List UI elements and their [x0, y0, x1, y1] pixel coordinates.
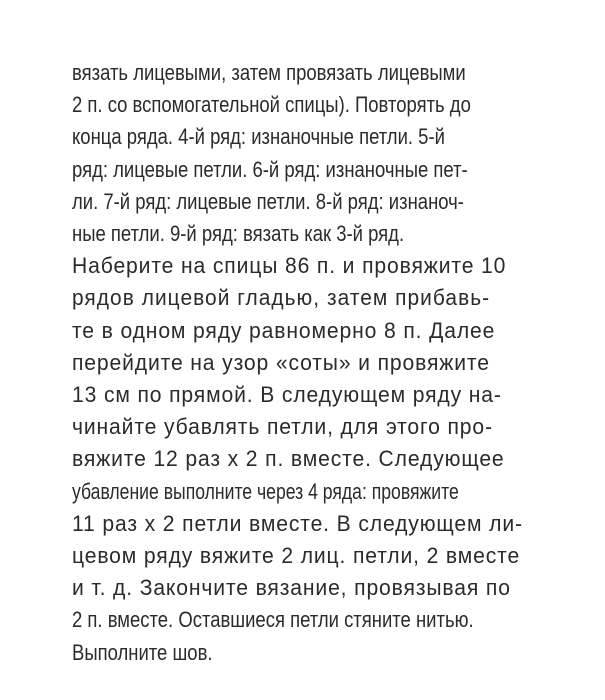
text-line: Наберите на спицы 86 п. и провяжите 10: [72, 253, 507, 279]
text-line: 2 п. со вспомогательной спицы). Повторять до: [72, 92, 471, 118]
body-text: [72, 57, 552, 669]
text-line: ли. 7-й ряд: лицевые петли. 8-й ряд: изнаноч-: [72, 188, 464, 214]
text-line: ные петли. 9-й ряд: вязать как 3-й ряд.: [72, 221, 405, 247]
text-line: вяжите 12 раз x 2 п. вместе. Следующее: [72, 446, 505, 472]
text-line: ряд: лицевые петли. 6-й ряд: изнаночные пет-: [72, 156, 468, 182]
text-line: чинайте убавлять петли, для этого про-: [72, 414, 493, 440]
text-line: 13 см по прямой. В следующем ряду на-: [72, 382, 502, 408]
text-line: конца ряда. 4-й ряд: изнаночные петли. 5-й: [72, 124, 445, 150]
text-line: рядов лицевой гладью, затем прибавь-: [72, 285, 491, 311]
text-line: перейдите на узор «соты» и провяжите: [72, 349, 490, 375]
text-line: те в одном ряду равномерно 8 п. Далее: [72, 317, 496, 343]
text-line: 11 раз x 2 петли вместе. В следующем ли-: [72, 510, 523, 536]
text-line: 2 п. вместе. Оставшиеся петли стяните нитью.: [72, 607, 474, 633]
text-line: цевом ряду вяжите 2 лиц. петли, 2 вместе: [72, 543, 521, 569]
text-line: и т. д. Закончите вязание, провязывая по: [72, 575, 511, 601]
text-line: вязать лицевыми, затем провязать лицевыми: [72, 60, 466, 85]
text-line: убавление выполните через 4 ряда: провяжите: [72, 478, 459, 504]
text-line: Выполните шов.: [72, 639, 213, 665]
